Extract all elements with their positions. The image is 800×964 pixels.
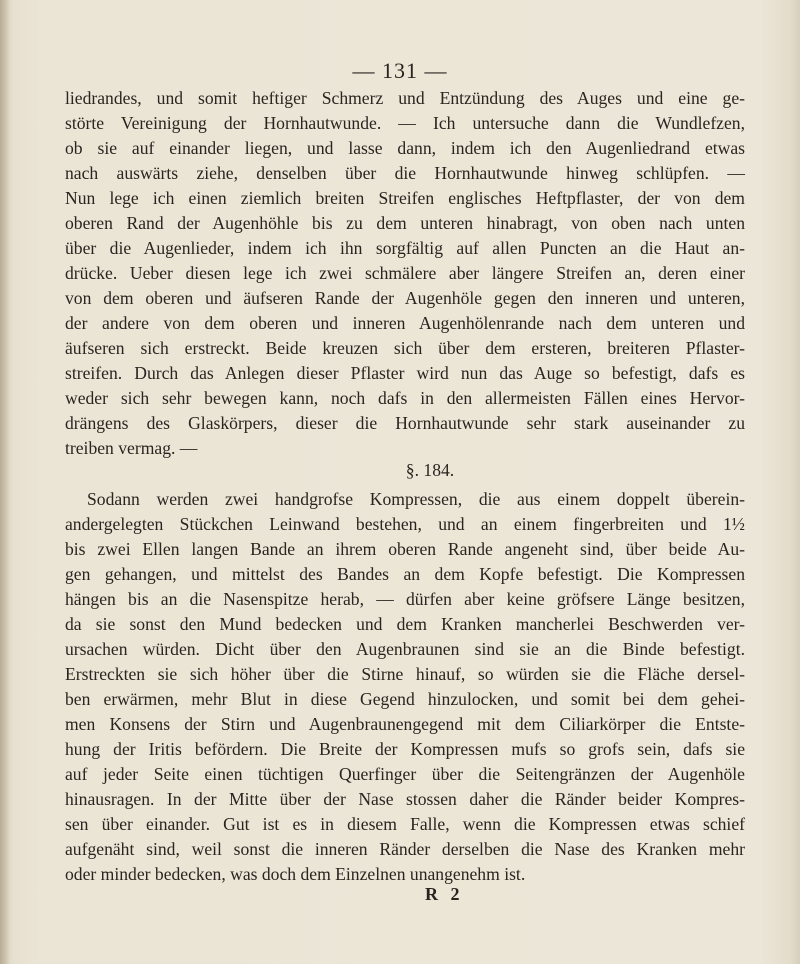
- page-number: — 131 —: [352, 58, 448, 83]
- text-line: auf jeder Seite einen tüchtigen Querfinger über die Seitengränzen der Augenhöle: [65, 764, 745, 784]
- text-line: oberen Rand der Augenhöhle bis zu dem unteren hinabragt, von oben nach unten: [65, 213, 745, 233]
- text-line: ben erwärmen, mehr Blut in diese Gegend hinzulocken, und somit bei dem gehei-: [65, 689, 745, 709]
- text-line: oder minder bedecken, was doch dem Einzelnen unangenehm ist.: [65, 864, 526, 884]
- paragraph-2: [65, 487, 745, 887]
- printer-signature-mark: R 2: [425, 884, 464, 904]
- text-line: hung der Iritis befördern. Die Breite der Kompressen mufs so grofs sein, dafs sie: [65, 739, 745, 759]
- text-line: der andere von dem oberen und inneren Augenhölenrande nach dem unteren und: [65, 313, 745, 333]
- text-line: gen gehangen, und mittelst des Bandes an dem Kopfe befestigt. Die Kompressen: [65, 564, 745, 584]
- text-line: liedrandes, und somit heftiger Schmerz und Entzündung des Auges und eine ge-: [65, 88, 745, 108]
- text-line: Nun lege ich einen ziemlich breiten Streifen englisches Heftpflaster, der von dem: [65, 188, 745, 208]
- text-line: men Konsens der Stirn und Augenbraunengegend mit dem Ciliarkörper die Entste-: [65, 714, 745, 734]
- text-line: Erstreckten sie sich höher über die Stirne hinauf, so würden sie die Fläche dersel-: [65, 664, 745, 684]
- text-line: äufseren sich erstreckt. Beide kreuzen sich über dem ersteren, breiteren Pflaster-: [65, 338, 745, 358]
- text-line: nach auswärts ziehe, denselben über die Hornhautwunde hinweg schlüpfen. —: [65, 163, 745, 183]
- text-line: von dem oberen und äufseren Rande der Augenhöle gegen den inneren und unteren,: [65, 288, 745, 308]
- text-line: aufgenäht sind, weil sonst die inneren Ränder derselben die Nase des Kranken mehr: [65, 839, 745, 859]
- text-line: hinausragen. In der Mitte über der Nase stossen daher die Ränder beider Kompres-: [65, 789, 745, 809]
- text-line: drängens des Glaskörpers, dieser die Hornhautwunde sehr stark auseinander zu: [65, 413, 745, 433]
- binding-gutter: [0, 0, 10, 964]
- paragraph-1: [65, 86, 745, 461]
- text-line: bis zwei Ellen langen Bande an ihrem oberen Rande angeneht sind, über beide Au-: [65, 539, 745, 559]
- text-line: störte Vereinigung der Hornhautwunde. — Ich untersuche dann die Wundlefzen,: [65, 113, 745, 133]
- text-line: sen über einander. Gut ist es in diesem Falle, wenn die Kompressen etwas schief: [65, 814, 745, 834]
- text-line: weder sich sehr bewegen kann, noch dafs in den allermeisten Fällen eines Hervor-: [65, 388, 745, 408]
- text-line: hängen bis an die Nasenspitze herab, — dürfen aber keine gröfsere Länge besitzen,: [65, 589, 745, 609]
- text-line: Sodann werden zwei handgrofse Kompressen, die aus einem doppelt überein-: [87, 489, 745, 509]
- section-heading: §. 184.: [405, 460, 455, 480]
- text-line: über die Augenlieder, indem ich ihn sorgfältig auf allen Puncten an die Haut an-: [65, 238, 745, 258]
- text-line: ob sie auf einander liegen, und lasse dann, indem ich den Augenliedrand etwas: [65, 138, 745, 158]
- text-line: treiben vermag. —: [65, 438, 198, 458]
- text-line: drücke. Ueber diesen lege ich zwei schmälere aber längere Streifen an, deren einer: [65, 263, 745, 283]
- page-number-header: [0, 58, 800, 84]
- text-line: da sie sonst den Mund bedecken und dem Kranken mancherlei Beschwerden ver-: [65, 614, 745, 634]
- text-line: andergelegten Stückchen Leinwand bestehen, und an einem fingerbreiten und 1½: [65, 514, 745, 534]
- text-line: ursachen würden. Dicht über den Augenbraunen sind sie an die Binde befestigt.: [65, 639, 745, 659]
- text-line: streifen. Durch das Anlegen dieser Pflaster wird nun das Auge so befestigt, dafs es: [65, 363, 745, 383]
